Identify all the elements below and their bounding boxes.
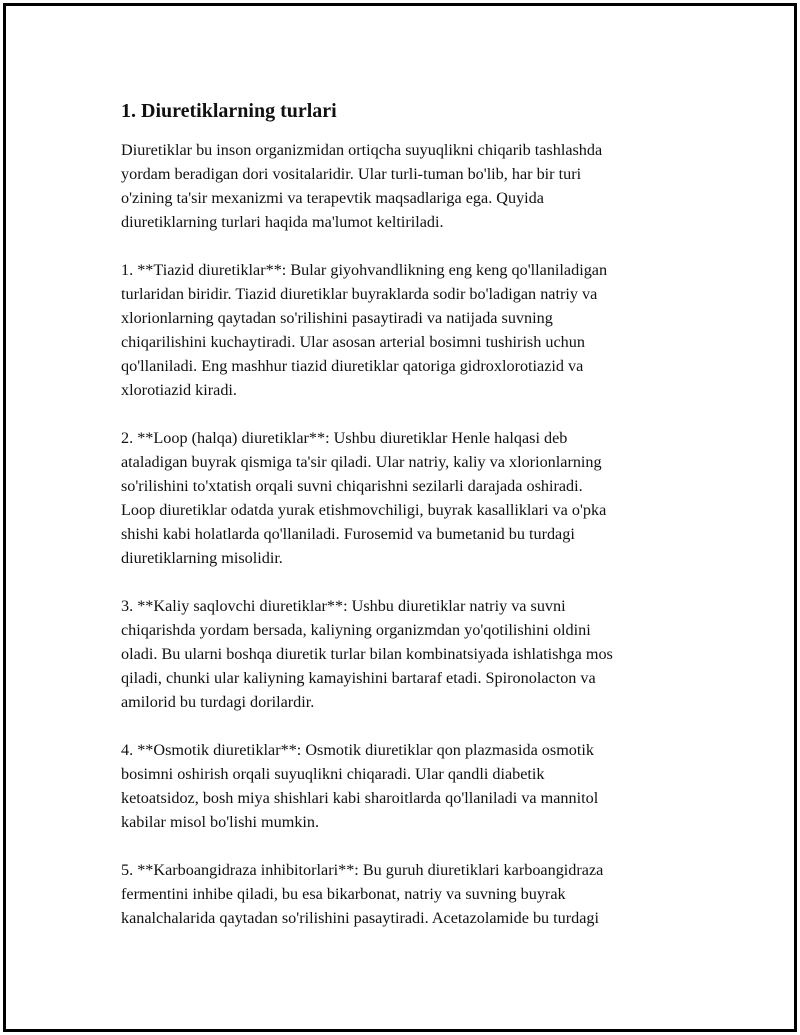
paragraph <box>121 426 691 570</box>
paragraph-line: xlorotiazid kiradi. <box>121 381 237 399</box>
paragraph-line: diuretiklarning misolidir. <box>121 549 283 567</box>
paragraph-line: 3. **Kaliy saqlovchi diuretiklar**: Ushbu diuretiklar natriy va suvni <box>121 597 566 615</box>
paragraph-list <box>121 138 691 930</box>
paragraph-line: so'rilishini to'xtatish orqali suvni chiqarishni sezilarli darajada oshiradi. <box>121 477 583 495</box>
page-frame <box>3 3 797 1032</box>
paragraph-line: turlaridan biridir. Tiazid diuretiklar buyraklarda sodir bo'ladigan natriy va <box>121 285 598 303</box>
paragraph-line: kanalchalarida qaytadan so'rilishini pasaytiradi. Acetazolamide bu turdagi <box>121 909 600 927</box>
paragraph-line: chiqarishda yordam bersada, kaliyning organizmdan yo'qotilishini oldini <box>121 621 591 639</box>
paragraph-line: 5. **Karboangidraza inhibitorlari**: Bu guruh diuretiklari karboangidraza <box>121 861 604 879</box>
paragraph-line: 4. **Osmotik diuretiklar**: Osmotik diuretiklar qon plazmasida osmotik <box>121 741 594 759</box>
paragraph-line: qo'llaniladi. Eng mashhur tiazid diuretiklar qatoriga gidroxlorotiazid va <box>121 357 584 375</box>
paragraph-line: xlorionlarning qaytadan so'rilishini pasaytiradi va natijada suvning <box>121 309 553 327</box>
paragraph-line: yordam beradigan dori vositalaridir. Ular turli-tuman bo'lib, har bir turi <box>121 165 582 183</box>
paragraph-line: ketoatsidoz, bosh miya shishlari kabi sharoitlarda qo'llaniladi va mannitol <box>121 789 599 807</box>
paragraph-line: kabilar misol bo'lishi mumkin. <box>121 813 320 831</box>
paragraph-line: chiqarilishini kuchaytiradi. Ular asosan arterial bosimni tushirish uchun <box>121 333 585 351</box>
paragraph-line: bosimni oshirish orqali suyuqlikni chiqaradi. Ular qandli diabetik <box>121 765 545 783</box>
paragraph-line: fermentini inhibe qiladi, bu esa bikarbonat, natriy va suvning buyrak <box>121 885 566 903</box>
paragraph-line: oladi. Bu ularni boshqa diuretik turlar bilan kombinatsiyada ishlatishga mos <box>121 645 613 663</box>
paragraph <box>121 258 691 402</box>
paragraph-line: qiladi, chunki ular kaliyning kamayishini bartaraf etadi. Spironolacton va <box>121 669 596 687</box>
paragraph <box>121 138 691 234</box>
paragraph <box>121 858 691 930</box>
paragraph-line: o'zining ta'sir mexanizmi va terapevtik maqsadlariga ega. Quyida <box>121 189 544 207</box>
paragraph <box>121 594 691 714</box>
paragraph <box>121 738 691 834</box>
paragraph-line: diuretiklarning turlari haqida ma'lumot keltiriladi. <box>121 213 444 231</box>
document-body <box>121 98 691 954</box>
section-heading: 1. Diuretiklarning turlari <box>121 100 337 122</box>
paragraph-line: Loop diuretiklar odatda yurak etishmovchiligi, buyrak kasalliklari va o'pka <box>121 501 607 519</box>
paragraph-line: ataladigan buyrak qismiga ta'sir qiladi. Ular natriy, kaliy va xlorionlarning <box>121 453 602 471</box>
paragraph-line: 1. **Tiazid diuretiklar**: Bular giyohvandlikning eng keng qo'llaniladigan <box>121 261 608 279</box>
paragraph-line: amilorid bu turdagi dorilardir. <box>121 693 315 711</box>
paragraph-line: 2. **Loop (halqa) diuretiklar**: Ushbu diuretiklar Henle halqasi deb <box>121 429 568 447</box>
paragraph-line: Diuretiklar bu inson organizmidan ortiqcha suyuqlikni chiqarib tashlashda <box>121 141 603 159</box>
paragraph-line: shishi kabi holatlarda qo'llaniladi. Furosemid va bumetanid bu turdagi <box>121 525 575 543</box>
